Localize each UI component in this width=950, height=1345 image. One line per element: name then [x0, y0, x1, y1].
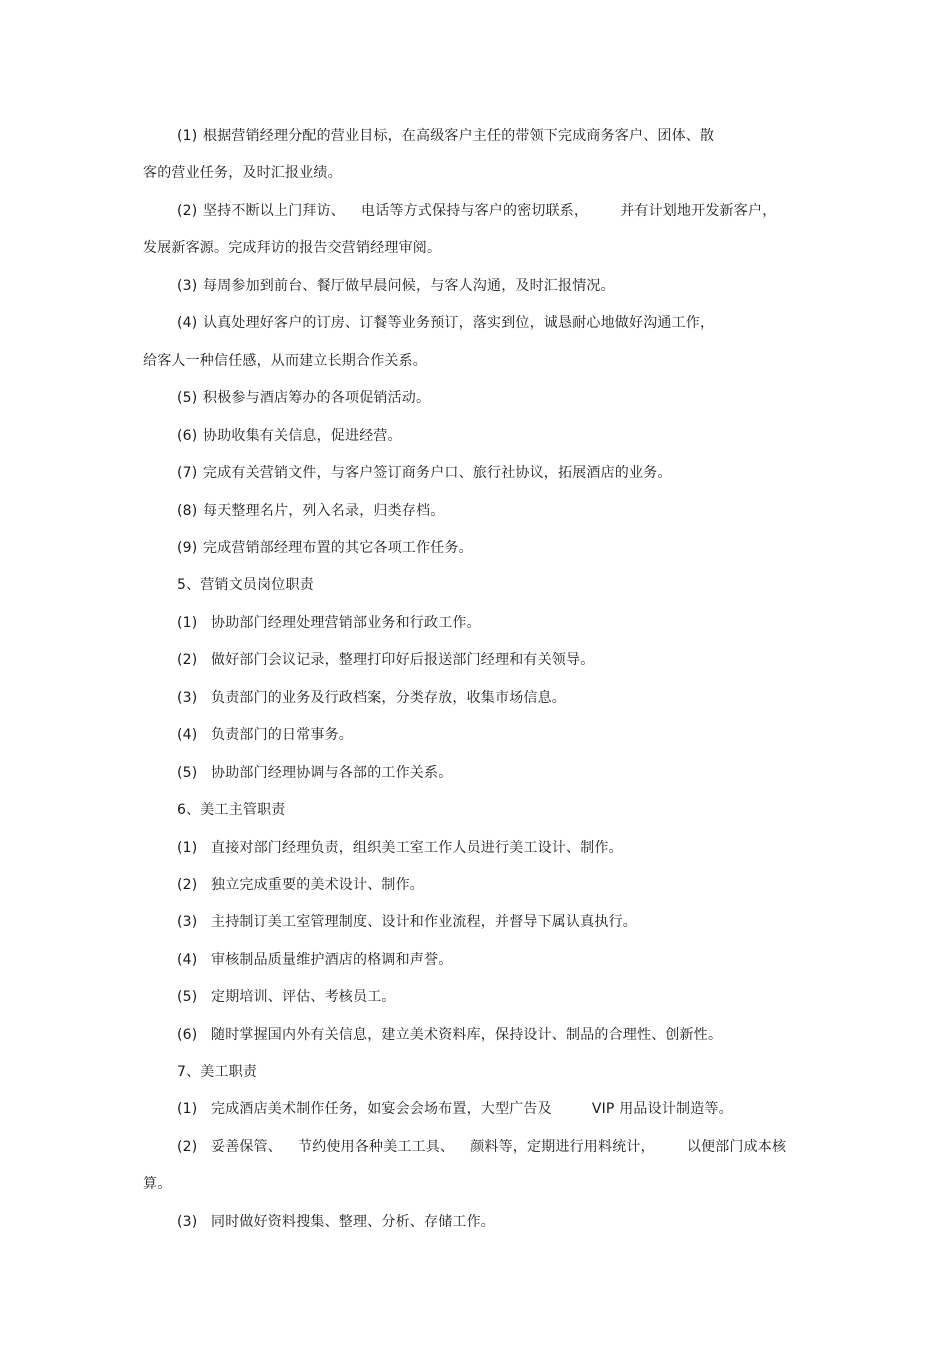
line-text: 认真处理好客户的订房、订餐等业务预订，落实到位，诚恳耐心地做好沟通工作，: [203, 315, 715, 331]
line-text: 妥善保管、: [211, 1139, 282, 1155]
paragraph-line: [177, 1026, 722, 1044]
line-text: 根据营销经理分配的营业目标，在高级客户主任的带领下完成商务客户、团体、散: [203, 128, 715, 144]
paragraph-line: [177, 689, 566, 707]
line-text: 主持制订美工室管理制度、设计和作业流程，并督导下属认真执行。: [211, 914, 637, 930]
item-number: (5): [177, 390, 198, 406]
line-text: 随时掌握国内外有关信息，建立美术资料库，保持设计、制品的合理性、创新性。: [211, 1027, 723, 1043]
paragraph-line: [177, 389, 430, 407]
line-text: 每天整理名片，列入名录，归类存档。: [203, 503, 445, 519]
line-text: VIP 用品设计制造等。: [591, 1101, 733, 1117]
item-number: (1): [177, 615, 198, 631]
section-heading: [177, 801, 286, 819]
paragraph-line: [177, 1213, 495, 1231]
line-text: 坚持不断以上门拜访、: [203, 203, 345, 219]
line-text: 客的营业任务，及时汇报业绩。: [143, 165, 342, 181]
item-number: (4): [177, 727, 198, 743]
item-number: (3): [177, 690, 198, 706]
line-text: 完成营销部经理布置的其它各项工作任务。: [203, 540, 473, 556]
line-text: 算。: [143, 1176, 172, 1192]
line-text: 负责部门的日常事务。: [211, 727, 353, 743]
item-number: (8): [177, 503, 198, 519]
section-heading: [177, 1063, 257, 1081]
item-number: (2): [177, 1139, 198, 1155]
paragraph-line: [177, 726, 353, 744]
item-number: (4): [177, 315, 198, 331]
line-text: 完成有关营销文件，与客户签订商务户口、旅行社协议，拓展酒店的业务。: [203, 465, 672, 481]
paragraph-line: [143, 164, 342, 182]
line-text: 每周参加到前台、餐厅做早晨问候，与客人沟通，及时汇报情况。: [203, 278, 615, 294]
item-number: (6): [177, 428, 198, 444]
item-number: (4): [177, 952, 198, 968]
paragraph-line: [177, 427, 402, 445]
item-number: (2): [177, 203, 198, 219]
paragraph-line: [143, 239, 441, 257]
paragraph-line: [177, 764, 452, 782]
line-text: 给客人一种信任感，从而建立长期合作关系。: [143, 353, 427, 369]
line-text: 节约使用各种美工工具、: [298, 1139, 455, 1155]
item-number: (1): [177, 1101, 198, 1117]
paragraph-line: [177, 202, 776, 220]
item-number: (9): [177, 540, 198, 556]
item-number: (5): [177, 989, 198, 1005]
paragraph-line: [143, 352, 427, 370]
item-number: (5): [177, 765, 198, 781]
item-number: (6): [177, 1027, 198, 1043]
paragraph-line: [177, 539, 473, 557]
item-number: (7): [177, 465, 198, 481]
paragraph-line: [177, 1138, 786, 1156]
paragraph-line: [177, 614, 481, 632]
line-text: 审核制品质量维护酒店的格调和声誉。: [211, 952, 453, 968]
paragraph-line: [177, 913, 637, 931]
line-text: 独立完成重要的美术设计、制作。: [211, 877, 424, 893]
paragraph-line: [177, 1100, 733, 1118]
item-number: (1): [177, 840, 198, 856]
item-number: (2): [177, 652, 198, 668]
item-number: (3): [177, 1214, 198, 1230]
item-number: (3): [177, 278, 198, 294]
item-number: (3): [177, 914, 198, 930]
line-text: 完成酒店美术制作任务，如宴会会场布置，大型广告及: [211, 1101, 552, 1117]
line-text: 同时做好资料搜集、整理、分析、存储工作。: [211, 1214, 495, 1230]
paragraph-line: [177, 988, 396, 1006]
heading-text: 6、美工主管职责: [177, 802, 286, 818]
line-text: 定期培训、评估、考核员工。: [211, 989, 396, 1005]
paragraph-line: [177, 277, 615, 295]
paragraph-line: [177, 876, 424, 894]
line-text: 以便部门成本核: [686, 1139, 787, 1155]
line-text: 直接对部门经理负责，组织美工室工作人员进行美工设计、制作。: [211, 840, 623, 856]
paragraph-line: [177, 314, 714, 332]
heading-text: 5、营销文员岗位职责: [177, 577, 314, 593]
line-text: 协助部门经理处理营销部业务和行政工作。: [211, 615, 481, 631]
line-text: 做好部门会议记录，整理打印好后报送部门经理和有关领导。: [211, 652, 595, 668]
line-text: 协助部门经理协调与各部的工作关系。: [211, 765, 453, 781]
paragraph-line: [177, 502, 444, 520]
paragraph-line: [177, 464, 672, 482]
paragraph-line: [177, 651, 594, 669]
line-text: 负责部门的业务及行政档案，分类存放，收集市场信息。: [211, 690, 566, 706]
line-text: 协助收集有关信息，促进经营。: [203, 428, 402, 444]
item-number: (2): [177, 877, 198, 893]
line-text: 电话等方式保持与客户的密切联系，: [361, 203, 589, 219]
line-text: 颜料等，定期进行用料统计，: [470, 1139, 655, 1155]
paragraph-line: [177, 127, 714, 145]
line-text: 发展新客源。完成拜访的报告交营销经理审阅。: [143, 240, 442, 256]
paragraph-line: [177, 951, 452, 969]
line-text: 并有计划地开发新客户，: [620, 203, 777, 219]
line-text: 积极参与酒店筹办的各项促销活动。: [203, 390, 431, 406]
section-heading: [177, 576, 314, 594]
item-number: (1): [177, 128, 198, 144]
paragraph-line: [177, 839, 623, 857]
heading-text: 7、美工职责: [177, 1064, 258, 1080]
paragraph-line: [143, 1175, 171, 1193]
